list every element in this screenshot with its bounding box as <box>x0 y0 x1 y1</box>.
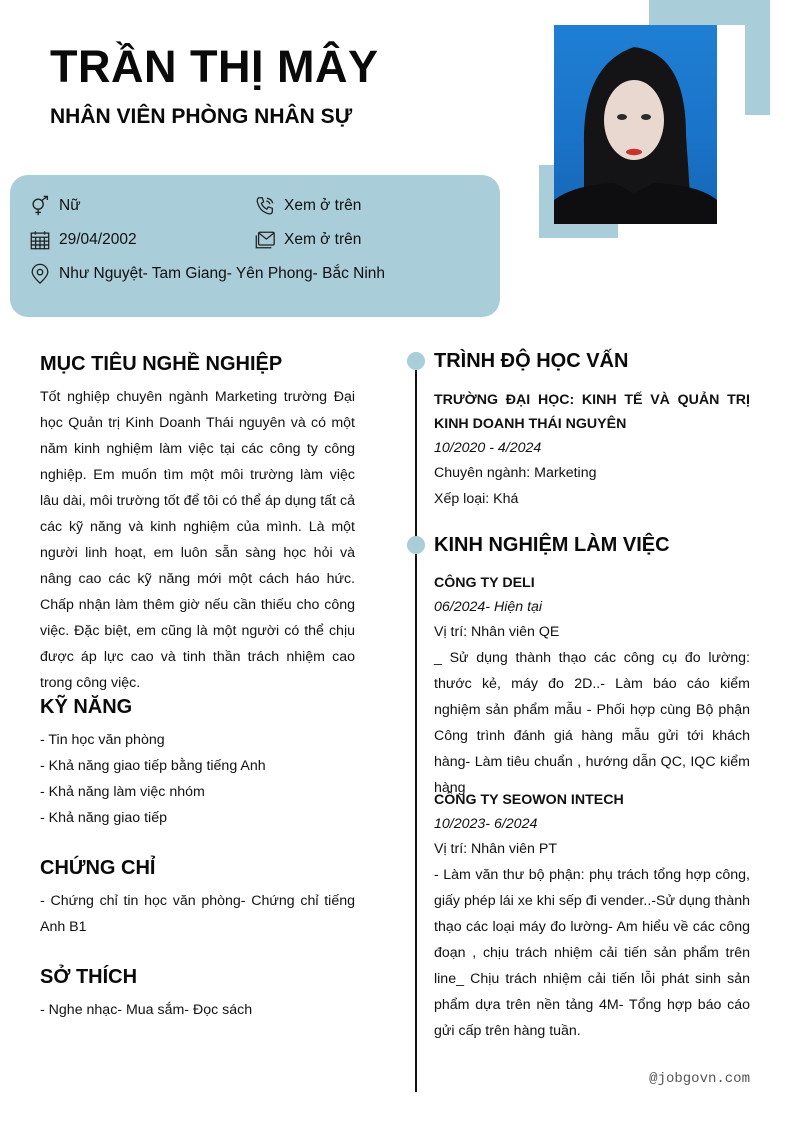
skill-item: - Khả năng làm việc nhóm <box>40 784 205 800</box>
job-period: 10/2023- 6/2024 <box>434 816 538 832</box>
school-name: TRƯỜNG ĐẠI HỌC: KINH TẾ VÀ QUẢN TRỊ KINH DOANH THÁI NGUYÊN <box>434 392 750 432</box>
hobbies-heading: SỞ THÍCH <box>40 966 138 988</box>
address-row <box>29 262 385 286</box>
skill-item: - Khả năng giao tiếp bằng tiếng Anh <box>40 758 266 774</box>
timeline-dot-education <box>407 352 425 370</box>
gender-row <box>29 194 81 218</box>
education-period: 10/2020 - 4/2024 <box>434 440 542 456</box>
experience-heading: KINH NGHIỆM LÀM VIỆC <box>434 534 670 556</box>
profile-photo <box>554 25 717 224</box>
decorative-block-right <box>745 0 770 115</box>
objective-heading: MỤC TIÊU NGHỀ NGHIỆP <box>40 353 283 375</box>
email-value: Xem ở trên <box>284 231 362 248</box>
phone-value: Xem ở trên <box>284 197 362 214</box>
email-icon <box>254 229 276 251</box>
candidate-name: TRẦN THỊ MÂY <box>50 41 379 92</box>
contact-info-card <box>10 175 500 317</box>
job-role: Vị trí: Nhân viên QE <box>434 624 560 640</box>
certificates-heading: CHỨNG CHỈ <box>40 857 156 879</box>
job-entry <box>434 571 750 801</box>
job-description: _ Sử dụng thành thạo các công cụ đo lường: thước kẻ, máy đo 2D..- Làm báo cáo kiểm nghiệm sản phẩm mẫu - Phối hợp cùng Bộ phận Công trình đánh giá hàng mẫu gửi tới khách hàng- Làm tiêu chuẩn , hướng dẫn QC, IQC kiểm hàng <box>434 650 750 796</box>
certificates-text: - Chứng chỉ tin học văn phòng- Chứng chỉ tiếng Anh B1 <box>40 893 355 935</box>
job-period: 06/2024- Hiện tại <box>434 599 543 615</box>
address-value: Như Nguyệt- Tam Giang- Yên Phong- Bắc Ninh <box>59 265 385 282</box>
candidate-position: NHÂN VIÊN PHÒNG NHÂN SỰ <box>50 105 353 128</box>
skills-heading: KỸ NĂNG <box>40 696 133 718</box>
timeline-dot-experience <box>407 536 425 554</box>
timeline-line <box>415 361 417 1092</box>
job-description: - Làm văn thư bộ phận: phụ trách tổng hợp công, giấy phép lái xe khi sếp đi vender..-Sử dụng thành thạo các loại máy đo lường- Am hiểu về các công đoạn , chịu trách nhiệm cải tiến sản phẩm trên line_ Chịu trách nhiệm cải tiến lỗi phát sinh sản phẩm dựa trên nền tảng 4M- Tổng hợp báo cáo gửi cấp trên hàng tuần. <box>434 867 750 1039</box>
gender-value: Nữ <box>59 197 81 214</box>
education-heading: TRÌNH ĐỘ HỌC VẤN <box>434 350 629 372</box>
calendar-icon <box>29 229 51 251</box>
birthday-row <box>29 228 137 252</box>
phone-row <box>254 194 361 218</box>
skill-item: - Khả năng giao tiếp <box>40 810 167 826</box>
job-entry <box>434 788 750 1044</box>
job-company: CÔNG TY DELI <box>434 575 535 591</box>
job-company: CÔNG TY SEOWON INTECH <box>434 792 624 808</box>
skills-list <box>40 727 355 831</box>
portrait-photo-icon <box>554 25 717 224</box>
education-major: Chuyên ngành: Marketing <box>434 465 597 481</box>
watermark: @jobgovn.com <box>649 1071 750 1087</box>
education-entry <box>434 388 750 512</box>
objective-text: Tốt nghiệp chuyên ngành Marketing trường Đại học Quản trị Kinh Doanh Thái nguyên và có một năm kinh nghiệm làm việc tại các công ty công nghiệp. Em muốn tìm một môi trường làm việc lâu dài, môi trường tốt để tôi có thể áp dụng tất cả các kỹ năng và kinh nghiệm của mình. Là một người linh hoạt, em luôn sẵn sàng học hỏi và nâng cao các kỹ năng mới một cách háo hức. Chấp nhận làm thêm giờ nếu cần thiếu cho công việc. Đặc biệt, em cũng là một người có thể chịu được áp lực cao và tinh thần trách nhiệm cao trong công việc. <box>40 389 355 691</box>
job-role: Vị trí: Nhân viên PT <box>434 841 558 857</box>
skill-item: - Tin học văn phòng <box>40 732 165 748</box>
birthday-value: 29/04/2002 <box>59 231 137 248</box>
location-pin-icon <box>29 263 51 285</box>
hobbies-text: - Nghe nhạc- Mua sắm- Đọc sách <box>40 1002 253 1018</box>
education-grade: Xếp loại: Khá <box>434 491 519 507</box>
email-row <box>254 228 361 252</box>
gender-icon <box>29 195 51 217</box>
phone-icon <box>254 195 276 217</box>
